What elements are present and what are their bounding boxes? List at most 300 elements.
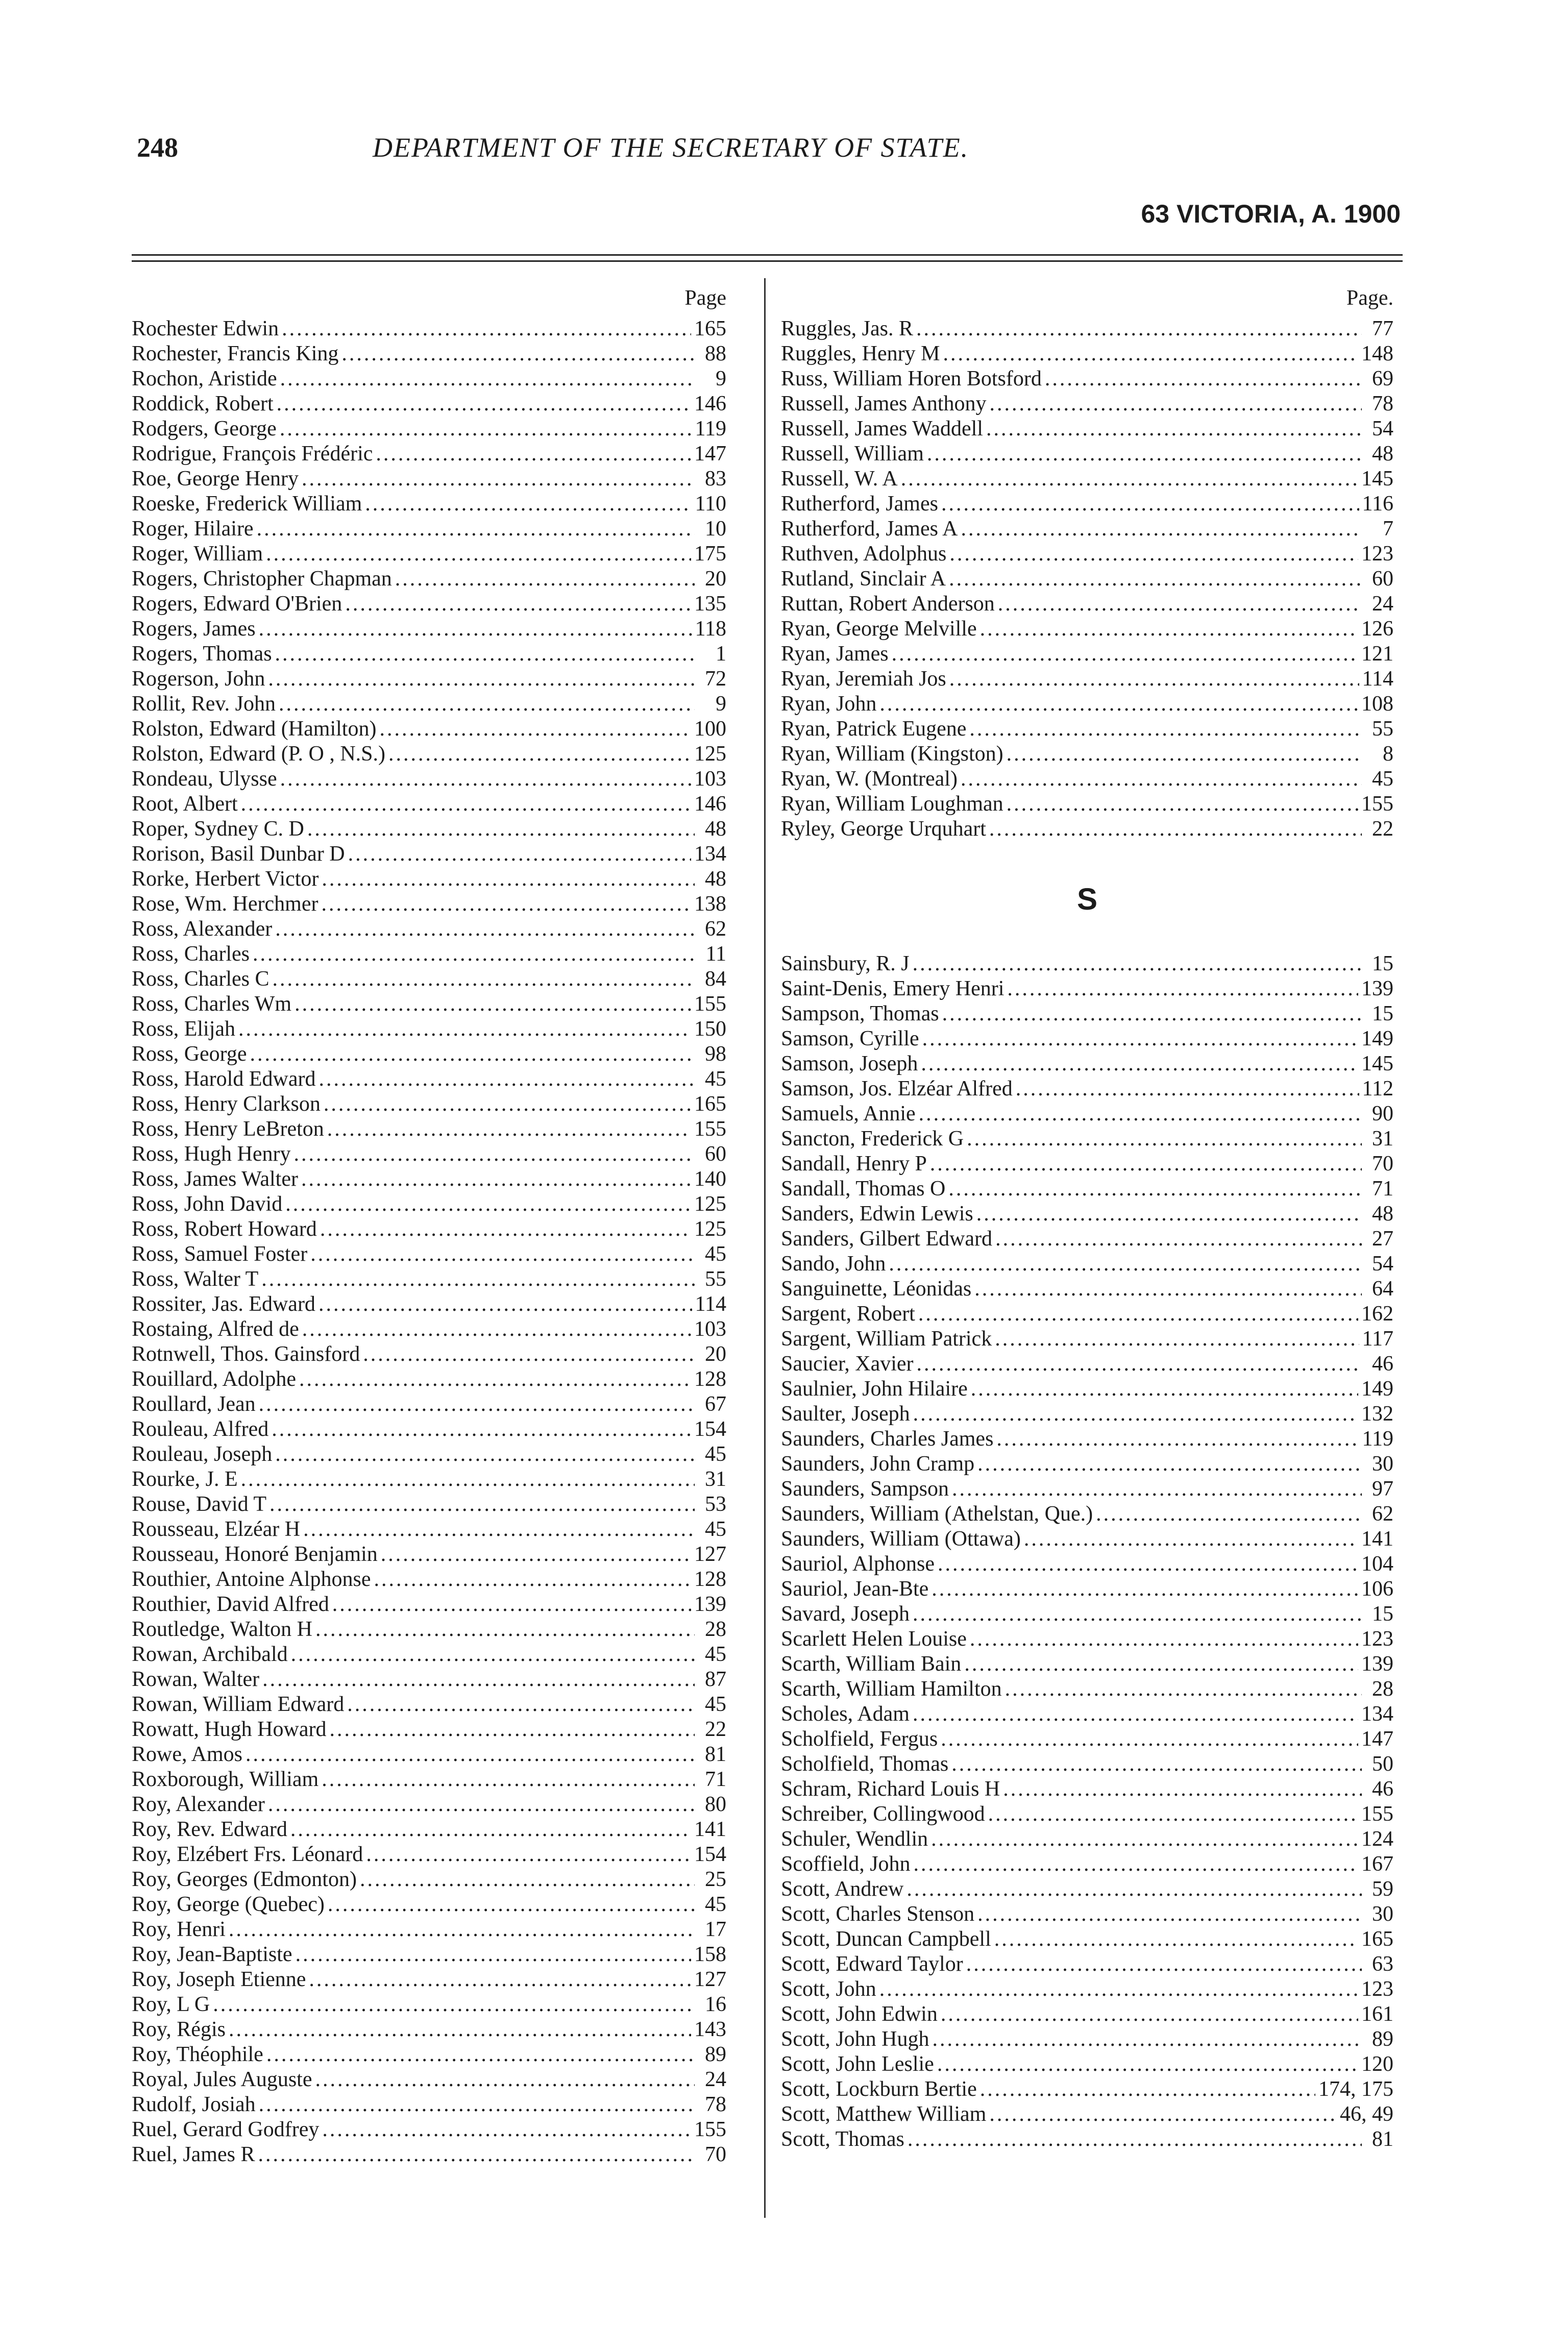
entry-name: Russ, William Horen Botsford	[781, 367, 1042, 390]
entry-page: 60	[1372, 567, 1393, 591]
dot-leader	[933, 2027, 1362, 2051]
entry-page: 20	[705, 1342, 726, 1366]
entry-name: Routledge, Walton H	[132, 1618, 312, 1641]
entry-name: Sargent, Robert	[781, 1302, 915, 1326]
entry-page: 48	[1372, 442, 1393, 466]
entry-page: 62	[705, 917, 726, 941]
entry-name: Saulnier, John Hilaire	[781, 1377, 968, 1401]
entry-name: Roullard, Jean	[132, 1392, 256, 1416]
entry-page: 121	[1361, 642, 1393, 666]
entry-name: Samuels, Annie	[781, 1102, 916, 1125]
index-entry	[132, 1417, 726, 1442]
index-entry	[132, 1467, 726, 1492]
dot-leader	[295, 992, 691, 1016]
entry-page: 143	[694, 2018, 726, 2041]
entry-page: 24	[705, 2068, 726, 2091]
dot-leader	[980, 2077, 1315, 2101]
entry-name: Rostaing, Alfred de	[132, 1317, 299, 1341]
entry-page: 59	[1372, 1877, 1393, 1901]
dot-leader	[381, 1542, 691, 1567]
index-entry	[132, 492, 726, 517]
entry-page: 123	[1361, 542, 1393, 566]
index-entry	[781, 1102, 1393, 1127]
dot-leader	[345, 592, 691, 616]
dot-leader	[376, 442, 691, 466]
entry-page: 24	[1372, 592, 1393, 616]
entry-page: 128	[694, 1568, 726, 1591]
entry-page: 45	[705, 1518, 726, 1541]
entry-name: Rouleau, Alfred	[132, 1417, 269, 1441]
index-entry	[781, 1652, 1393, 1677]
entry-page: 118	[695, 617, 726, 641]
entry-page: 114	[1362, 667, 1393, 691]
index-entry	[781, 1527, 1393, 1552]
index-entry	[132, 2067, 726, 2092]
entry-name: Saunders, William (Ottawa)	[781, 1527, 1021, 1551]
entry-name: Saunders, Charles James	[781, 1427, 994, 1451]
dot-leader	[921, 1051, 1358, 1076]
entry-name: Rogers, Christopher Chapman	[132, 567, 392, 591]
entry-page: 124	[1361, 1827, 1393, 1851]
entry-page: 11	[705, 942, 726, 966]
index-entry	[132, 417, 726, 442]
dot-leader	[259, 1392, 695, 1416]
dot-leader	[277, 392, 691, 416]
dot-leader	[241, 792, 691, 816]
entry-page: 112	[1362, 1077, 1393, 1100]
dot-leader	[322, 2117, 691, 2142]
entry-name: Ross, John David	[132, 1192, 283, 1216]
dot-leader	[315, 1617, 695, 1642]
dot-leader	[996, 1427, 1359, 1451]
index-entry	[781, 1427, 1393, 1452]
index-entry	[132, 717, 726, 742]
index-entry	[781, 517, 1393, 542]
dot-leader	[995, 1327, 1359, 1351]
dot-leader	[302, 467, 695, 491]
dot-leader	[949, 667, 1359, 691]
dot-leader	[961, 517, 1362, 541]
index-entry	[781, 417, 1393, 442]
entry-page: 28	[705, 1618, 726, 1641]
entry-page: 30	[1372, 1452, 1393, 1476]
entry-page: 149	[1361, 1377, 1393, 1401]
entry-name: Scott, Andrew	[781, 1877, 904, 1901]
entry-page: 139	[1361, 977, 1393, 1000]
entry-page: 134	[1361, 1702, 1393, 1726]
entry-page: 54	[1372, 1252, 1393, 1276]
entry-page: 55	[705, 1267, 726, 1291]
entry-page: 114	[695, 1292, 726, 1316]
entry-page: 167	[1361, 1852, 1393, 1876]
entry-name: Roy, Théophile	[132, 2043, 263, 2066]
entry-name: Ryan, Patrick Eugene	[781, 717, 967, 741]
entry-page: 145	[1361, 1052, 1393, 1075]
dot-leader	[279, 692, 695, 716]
index-entry	[132, 992, 726, 1017]
dot-leader	[290, 1817, 691, 1842]
index-entry	[132, 1792, 726, 1817]
entry-page: 175	[694, 542, 726, 566]
dot-leader	[1045, 366, 1362, 391]
dot-leader	[961, 767, 1362, 791]
index-entry	[781, 1127, 1393, 1152]
entry-page: 127	[694, 1543, 726, 1566]
dot-leader	[998, 592, 1362, 616]
entry-name: Scott, John Edwin	[781, 2002, 938, 2026]
entry-page: 70	[705, 2143, 726, 2166]
entry-name: Ruggles, Henry M	[781, 342, 940, 365]
entry-name: Schuler, Wendlin	[781, 1827, 928, 1851]
entry-page: 20	[705, 567, 726, 591]
dot-leader	[971, 1377, 1358, 1401]
index-entry	[132, 567, 726, 592]
index-entry	[781, 1502, 1393, 1527]
index-entry	[132, 341, 726, 366]
entry-page: 78	[705, 2093, 726, 2116]
entry-name: Saunders, William (Athelstan, Que.)	[781, 1502, 1093, 1526]
dot-leader	[977, 1902, 1362, 1926]
entry-name: Saunders, John Cramp	[781, 1452, 975, 1476]
entry-name: Rowan, Archibald	[132, 1643, 288, 1666]
dot-leader	[307, 817, 695, 841]
index-entry	[781, 1277, 1393, 1302]
index-entry	[132, 1917, 726, 1942]
entry-name: Sandall, Henry P	[781, 1152, 927, 1176]
entry-page: 149	[1361, 1027, 1393, 1050]
entry-name: Ross, James Walter	[132, 1167, 298, 1191]
dot-leader	[366, 1842, 691, 1867]
entry-name: Roy, Alexander	[132, 1793, 265, 1816]
entry-name: Scott, John	[781, 1977, 876, 2001]
entry-page: 154	[694, 1417, 726, 1441]
entry-name: Ryan, W. (Montreal)	[781, 767, 958, 791]
index-entry	[781, 1577, 1393, 1602]
index-entry	[132, 517, 726, 542]
entry-name: Roddick, Robert	[132, 392, 274, 415]
entry-name: Rose, Wm. Herchmer	[132, 892, 318, 916]
dot-leader	[238, 1017, 691, 1041]
entry-page: 140	[694, 1167, 726, 1191]
dot-leader	[246, 1742, 695, 1767]
entry-page: 165	[694, 317, 726, 340]
entry-page: 30	[1372, 1902, 1393, 1926]
entry-page: 81	[1372, 2127, 1393, 2151]
entry-name: Ross, Charles	[132, 942, 250, 966]
entry-name: Scholfield, Thomas	[781, 1752, 949, 1776]
entry-page: 126	[1361, 617, 1393, 641]
entry-name: Rorke, Herbert Victor	[132, 867, 319, 891]
entry-name: Ross, George	[132, 1042, 247, 1066]
entry-page: 45	[705, 1893, 726, 1916]
dot-leader	[914, 1852, 1358, 1876]
entry-page: 174, 175	[1318, 2077, 1393, 2101]
entry-name: Rochester, Francis King	[132, 342, 339, 365]
entry-page: 28	[1372, 1677, 1393, 1701]
index-entry	[132, 1042, 726, 1067]
index-entry	[781, 742, 1393, 767]
dot-leader	[301, 1167, 691, 1191]
index-entry	[132, 2042, 726, 2067]
entry-name: Scarth, William Bain	[781, 1652, 962, 1676]
entry-name: Scott, Charles Stenson	[781, 1902, 975, 1926]
entry-name: Roy, Jean-Baptiste	[132, 1943, 292, 1966]
index-entry	[132, 2017, 726, 2042]
entry-name: Russell, James Anthony	[781, 392, 987, 415]
entry-page: 53	[705, 1492, 726, 1516]
entry-name: Schreiber, Collingwood	[781, 1802, 985, 1826]
entry-name: Scott, Duncan Campbell	[781, 1927, 991, 1951]
entry-page: 155	[694, 1117, 726, 1141]
index-entry	[132, 467, 726, 492]
dot-leader	[917, 1352, 1362, 1376]
dot-leader	[1007, 976, 1358, 1001]
dot-leader	[266, 2042, 695, 2067]
dot-leader	[348, 842, 691, 866]
entry-page: 71	[1372, 1177, 1393, 1201]
dot-leader	[913, 1702, 1358, 1726]
index-column-left	[132, 286, 726, 2167]
entry-name: Rolston, Edward (Hamilton)	[132, 717, 377, 741]
index-entry	[781, 2127, 1393, 2152]
index-entry	[781, 1252, 1393, 1277]
dot-leader	[322, 1767, 695, 1792]
index-entry	[132, 1592, 726, 1617]
index-entry	[781, 817, 1393, 842]
entry-name: Rodgers, George	[132, 417, 277, 441]
entry-name: Schram, Richard Louis H	[781, 1777, 1000, 1801]
entry-name: Scholfield, Fergus	[781, 1727, 938, 1751]
entry-page: 104	[1361, 1552, 1393, 1576]
page-column-heading: Page	[684, 286, 726, 310]
entry-name: Ryan, Jeremiah Jos	[781, 667, 946, 691]
entry-list-r	[781, 316, 1393, 842]
dot-leader	[906, 1877, 1362, 1901]
index-entry	[132, 842, 726, 867]
index-entry	[781, 1377, 1393, 1402]
entry-name: Sanguinette, Léonidas	[781, 1277, 972, 1301]
index-entry	[132, 1167, 726, 1192]
index-entry	[781, 1827, 1393, 1852]
entry-page: 31	[1372, 1127, 1393, 1151]
dot-leader	[318, 1292, 692, 1316]
index-entry	[132, 967, 726, 992]
dot-leader	[879, 692, 1358, 716]
entry-page: 78	[1372, 392, 1393, 415]
index-entry	[781, 642, 1393, 667]
entry-page: 10	[705, 517, 726, 541]
entry-name: Sainsbury, R. J	[781, 952, 910, 975]
index-entry	[781, 1177, 1393, 1202]
header-rule-bottom	[132, 260, 1403, 262]
dot-leader	[922, 1026, 1358, 1051]
index-entry	[132, 1267, 726, 1292]
entry-name: Rousseau, Honoré Benjamin	[132, 1543, 378, 1566]
index-entry	[132, 1567, 726, 1592]
entry-name: Rorison, Basil Dunbar D	[132, 842, 345, 866]
entry-name: Rowe, Amos	[132, 1743, 243, 1766]
index-entry	[781, 1702, 1393, 1727]
entry-name: Roper, Sydney C. D	[132, 817, 304, 841]
entry-page: 27	[1372, 1227, 1393, 1251]
index-entry	[781, 1227, 1393, 1252]
index-entry	[132, 817, 726, 842]
index-entry	[781, 667, 1393, 692]
index-entry	[132, 1342, 726, 1367]
dot-leader	[964, 1652, 1358, 1676]
dot-leader	[988, 1802, 1358, 1826]
index-entry	[132, 1617, 726, 1642]
entry-page: 139	[694, 1593, 726, 1616]
entry-name: Ross, Charles C	[132, 967, 270, 991]
dot-leader	[309, 1967, 691, 1992]
dot-leader	[889, 1252, 1362, 1276]
dot-leader	[268, 1792, 695, 1817]
entry-page: 97	[1372, 1477, 1393, 1501]
index-entry	[781, 1552, 1393, 1577]
dot-leader	[250, 1042, 695, 1066]
dot-leader	[282, 316, 691, 341]
entry-name: Saint-Denis, Emery Henri	[781, 977, 1004, 1000]
dot-leader	[275, 917, 695, 941]
dot-leader	[299, 1367, 691, 1391]
dot-leader	[990, 392, 1362, 416]
entry-name: Ross, Samuel Foster	[132, 1242, 308, 1266]
dot-leader	[324, 1092, 691, 1116]
index-entry	[132, 442, 726, 467]
entry-page: 108	[1361, 692, 1393, 716]
entry-name: Sancton, Frederick G	[781, 1127, 964, 1151]
dot-leader	[970, 1627, 1358, 1651]
entry-name: Scott, Thomas	[781, 2127, 904, 2151]
entry-page: 119	[695, 417, 726, 441]
dot-leader	[942, 1001, 1362, 1026]
entry-name: Saunders, Sampson	[781, 1477, 949, 1501]
dot-leader	[986, 417, 1362, 441]
entry-name: Root, Albert	[132, 792, 238, 816]
entry-page: 62	[1372, 1502, 1393, 1526]
entry-page: 158	[694, 1943, 726, 1966]
entry-name: Scott, Edward Taylor	[781, 1952, 963, 1976]
entry-page: 45	[705, 1242, 726, 1266]
dot-leader	[363, 1342, 695, 1366]
entry-name: Rogers, James	[132, 617, 256, 641]
entry-name: Ross, Henry LeBreton	[132, 1117, 324, 1141]
index-entry	[781, 2052, 1393, 2077]
running-head: DEPARTMENT OF THE SECRETARY OF STATE.	[373, 132, 969, 163]
entry-page: 77	[1372, 317, 1393, 340]
entry-name: Scoffield, John	[781, 1852, 911, 1876]
entry-name: Savard, Joseph	[781, 1602, 910, 1626]
index-entry	[132, 667, 726, 692]
dot-leader	[327, 1117, 691, 1141]
entry-page: 116	[1362, 492, 1393, 516]
dot-leader	[941, 1727, 1358, 1751]
index-entry	[781, 976, 1393, 1001]
entry-page: 70	[1372, 1152, 1393, 1176]
dot-leader	[261, 1267, 695, 1291]
entry-page: 128	[694, 1367, 726, 1391]
entry-page: 16	[705, 1993, 726, 2016]
dot-leader	[892, 642, 1358, 666]
entry-page: 64	[1372, 1277, 1393, 1301]
index-entry	[781, 2027, 1393, 2052]
entry-name: Scott, John Leslie	[781, 2052, 934, 2076]
dot-leader	[315, 2067, 695, 2092]
index-entry	[781, 1327, 1393, 1352]
entry-page: 148	[1361, 342, 1393, 365]
dot-leader	[285, 1192, 691, 1216]
entry-name: Routhier, Antoine Alphonse	[132, 1568, 371, 1591]
dot-leader	[280, 366, 695, 391]
index-entry	[132, 1192, 726, 1217]
dot-leader	[275, 1442, 695, 1466]
index-entry	[781, 442, 1393, 467]
entry-page: 87	[705, 1668, 726, 1691]
entry-page: 89	[705, 2043, 726, 2066]
entry-page: 80	[705, 1793, 726, 1816]
index-entry	[781, 1852, 1393, 1877]
index-entry	[132, 1942, 726, 1967]
entry-page: 103	[694, 1317, 726, 1341]
entry-name: Scott, Lockburn Bertie	[781, 2077, 977, 2101]
index-entry	[781, 1026, 1393, 1051]
entry-name: Roe, George Henry	[132, 467, 299, 491]
entry-list-s	[781, 951, 1393, 2152]
entry-page: 123	[1361, 1627, 1393, 1651]
index-entry	[781, 692, 1393, 717]
entry-name: Rogers, Edward O'Brien	[132, 592, 342, 616]
entry-page: 22	[705, 1718, 726, 1741]
entry-page: 48	[705, 817, 726, 841]
entry-page: 165	[1361, 1927, 1393, 1951]
dot-leader	[275, 642, 695, 666]
dot-leader	[976, 1202, 1362, 1226]
dot-leader	[328, 1892, 695, 1917]
index-entry	[781, 1777, 1393, 1802]
entry-page: 15	[1372, 1602, 1393, 1626]
index-entry	[781, 1477, 1393, 1502]
index-entry	[132, 1442, 726, 1467]
entry-page: 81	[705, 1743, 726, 1766]
index-entry	[781, 1602, 1393, 1627]
index-entry	[781, 1452, 1393, 1477]
entry-name: Ryan, James	[781, 642, 889, 666]
dot-leader	[341, 341, 695, 366]
index-entry	[132, 592, 726, 617]
index-entry	[132, 1767, 726, 1792]
dot-leader	[937, 2052, 1358, 2076]
dot-leader	[272, 1417, 691, 1441]
entry-page: 8	[1383, 742, 1393, 766]
index-entry	[132, 366, 726, 392]
entry-page: 127	[694, 1968, 726, 1991]
dot-leader	[879, 1977, 1358, 2001]
index-entry	[132, 392, 726, 417]
index-entry	[781, 366, 1393, 392]
index-entry	[132, 867, 726, 892]
entry-page: 155	[694, 992, 726, 1016]
dot-leader	[948, 1177, 1362, 1201]
entry-name: Russell, James Waddell	[781, 417, 983, 441]
dot-leader	[1005, 1677, 1362, 1701]
index-entry	[132, 1242, 726, 1267]
entry-name: Scott, John Hugh	[781, 2027, 929, 2051]
entry-name: Roy, Joseph Etienne	[132, 1968, 306, 1991]
entry-page: 165	[694, 1092, 726, 1116]
index-entry	[132, 1842, 726, 1867]
index-entry	[132, 1642, 726, 1667]
